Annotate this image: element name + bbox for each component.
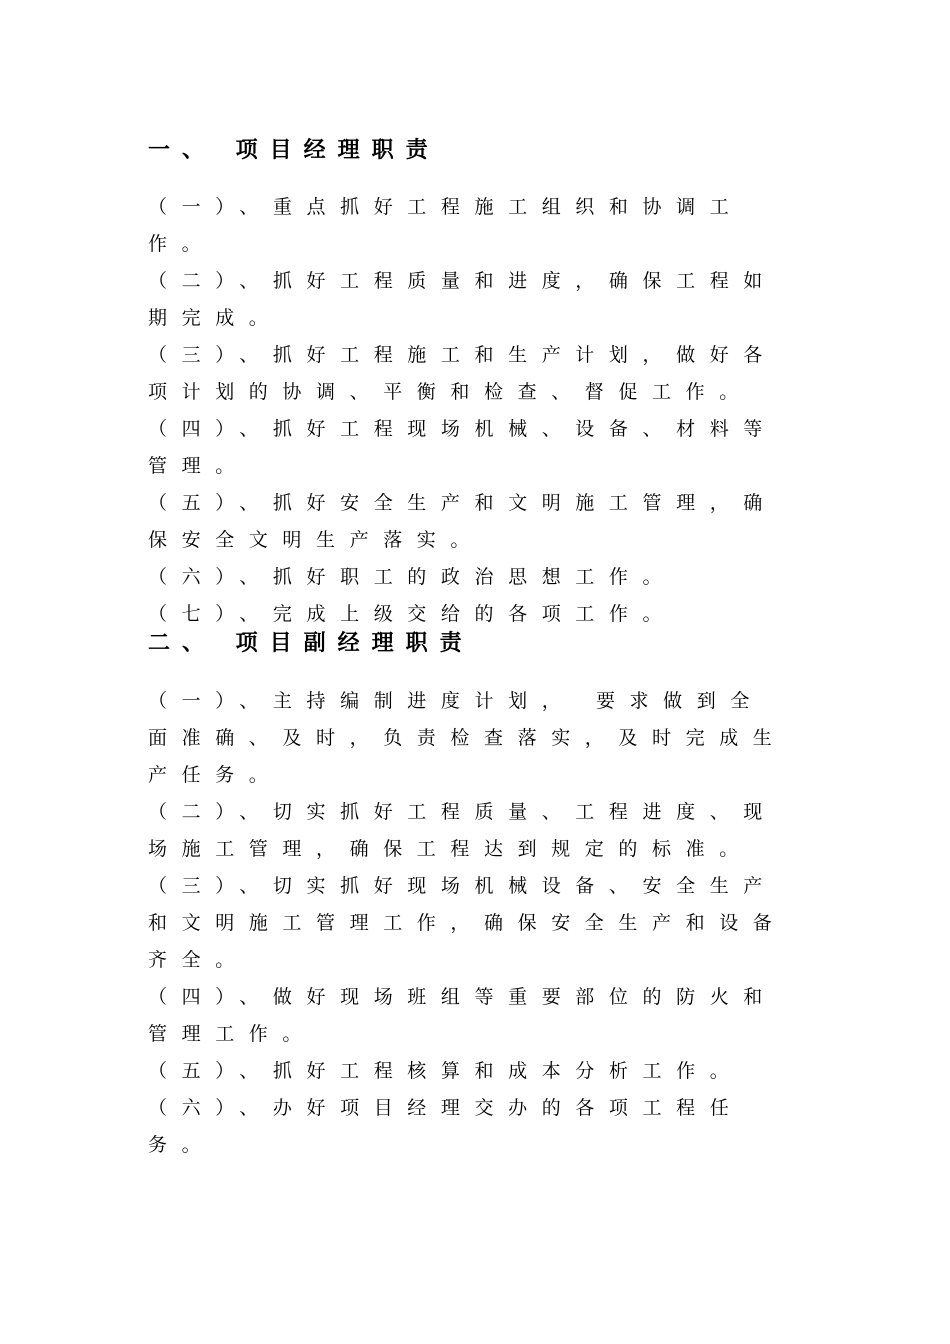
duty-item: （二）、抓好工程质量和进度，确保工程如期完成。	[148, 270, 777, 329]
duty-item: （五）、抓好工程核算和成本分析工作。	[148, 1060, 744, 1082]
section-body-project-manager	[148, 189, 793, 633]
section-heading-project-manager: 一、 项目经理职责	[148, 138, 440, 163]
duty-item: （一）、主持编制进度计划， 要求做到全面准确、及时，负责检查落实，及时完成生产任务。	[148, 690, 787, 786]
duty-item: （六）、办好项目经理交办的各项工程任务。	[148, 1097, 744, 1156]
duty-item: （二）、切实抓好工程质量、工程进度、现场施工管理，确保工程达到规定的标准。	[148, 801, 777, 860]
section-body-deputy-manager	[148, 683, 793, 1164]
duty-item: （三）、切实抓好现场机械设备、安全生产和文明施工管理工作，确保安全生产和设备齐全。	[148, 875, 787, 971]
duty-item: （四）、做好现场班组等重要部位的防火和管理工作。	[148, 986, 777, 1045]
duty-item: （一）、重点抓好工程施工组织和协调工作。	[148, 196, 744, 255]
duty-item: （三）、抓好工程施工和生产计划，做好各项计划的协调、平衡和检查、督促工作。	[148, 344, 777, 403]
duty-item: （四）、抓好工程现场机械、设备、材料等管理。	[148, 418, 777, 477]
section-heading-deputy-manager: 二、 项目副经理职责	[148, 631, 474, 656]
duty-item: （六）、抓好职工的政治思想工作。	[148, 566, 677, 588]
duty-item: （五）、抓好安全生产和文明施工管理，确保安全文明生产落实。	[148, 492, 777, 551]
duty-item: （七）、完成上级交给的各项工作。	[148, 603, 677, 625]
